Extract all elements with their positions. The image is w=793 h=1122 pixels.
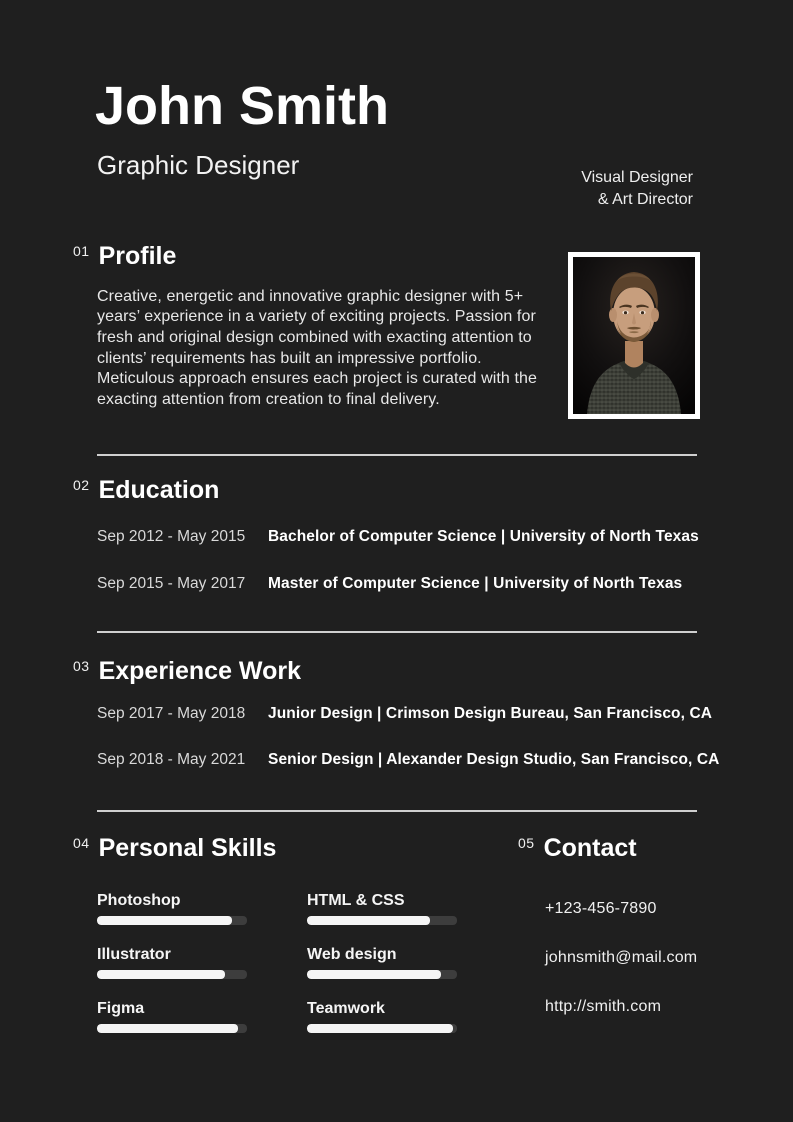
tagline-line-2: & Art Director xyxy=(597,190,693,208)
skill-label: Illustrator xyxy=(97,945,171,963)
divider-2 xyxy=(97,631,697,633)
skill-bar-track xyxy=(307,1024,457,1033)
skill-bar-track xyxy=(307,970,457,979)
section-experience xyxy=(73,658,719,769)
section-number: 04 xyxy=(73,835,90,851)
education-detail: Bachelor of Computer Science | University of North Texas xyxy=(268,527,699,545)
profile-summary: Creative, energetic and innovative graphic designer with 5+ years’ experience in a variety of exciting projects. Passion for fresh and original design combined with exacting attention to clients’ requirements has built an impressive portfolio. Meticulous approach ensures each project is curated with the exacting attention from creation to final delivery. xyxy=(97,287,538,409)
section-contact xyxy=(518,835,697,1047)
skill-label: Photoshop xyxy=(97,891,181,909)
contact-items xyxy=(545,900,697,1016)
skill-item xyxy=(307,892,457,925)
experience-period: Sep 2018 - May 2021 xyxy=(97,750,246,768)
section-profile xyxy=(73,243,541,411)
skill-item xyxy=(307,1000,457,1033)
section-number: 02 xyxy=(73,477,90,493)
portrait-photo xyxy=(568,252,700,419)
tagline xyxy=(581,167,693,210)
section-title: Profile xyxy=(98,242,177,270)
skill-bar-fill xyxy=(307,970,441,979)
education-period: Sep 2012 - May 2015 xyxy=(97,527,246,545)
section-number: 01 xyxy=(73,243,90,259)
section-number: 03 xyxy=(73,658,90,674)
section-experience-header xyxy=(73,658,719,686)
section-title: Education xyxy=(98,476,220,504)
section-profile-header xyxy=(73,243,541,271)
section-title: Personal Skills xyxy=(98,834,277,862)
portrait-illustration xyxy=(573,257,695,414)
skill-label: HTML & CSS xyxy=(307,891,405,909)
section-education xyxy=(73,477,699,593)
section-skills xyxy=(73,835,457,1033)
experience-rows xyxy=(97,705,719,769)
skill-bar-fill xyxy=(307,1024,453,1033)
section-title: Experience Work xyxy=(98,657,301,685)
skill-bar-track xyxy=(307,916,457,925)
experience-row xyxy=(97,705,719,723)
education-detail: Master of Computer Science | University of North Texas xyxy=(268,574,683,592)
person-name: John Smith xyxy=(95,76,389,136)
skills-grid xyxy=(97,892,457,1033)
skill-item xyxy=(97,1000,247,1033)
contact-website: http://smith.com xyxy=(545,997,662,1015)
skill-bar-fill xyxy=(97,970,225,979)
divider-3 xyxy=(97,810,697,812)
skill-item xyxy=(97,946,247,979)
skill-label: Figma xyxy=(97,999,145,1017)
education-rows xyxy=(97,528,699,593)
section-contact-header xyxy=(518,835,697,863)
education-row xyxy=(97,575,699,593)
section-number: 05 xyxy=(518,835,535,851)
skill-label: Web design xyxy=(307,945,397,963)
skill-item xyxy=(97,892,247,925)
experience-detail: Junior Design | Crimson Design Bureau, San Francisco, CA xyxy=(268,704,713,722)
tagline-line-1: Visual Designer xyxy=(581,169,693,186)
person-role: Graphic Designer xyxy=(97,150,300,180)
experience-detail: Senior Design | Alexander Design Studio, San Francisco, CA xyxy=(268,750,720,768)
skill-bar-fill xyxy=(307,916,430,925)
skill-bar-fill xyxy=(97,916,232,925)
experience-row xyxy=(97,751,719,769)
education-period: Sep 2015 - May 2017 xyxy=(97,574,246,592)
skill-bar-track xyxy=(97,916,247,925)
skill-bar-track xyxy=(97,970,247,979)
skill-bar-track xyxy=(97,1024,247,1033)
education-row xyxy=(97,528,699,546)
contact-email: johnsmith@mail.com xyxy=(545,948,698,966)
divider-1 xyxy=(97,454,697,456)
section-title: Contact xyxy=(543,834,637,862)
experience-period: Sep 2017 - May 2018 xyxy=(97,704,246,722)
section-skills-header xyxy=(73,835,457,863)
contact-phone: +123-456-7890 xyxy=(545,899,657,917)
skill-bar-fill xyxy=(97,1024,238,1033)
section-education-header xyxy=(73,477,699,505)
skill-label: Teamwork xyxy=(307,999,385,1017)
skill-item xyxy=(307,946,457,979)
